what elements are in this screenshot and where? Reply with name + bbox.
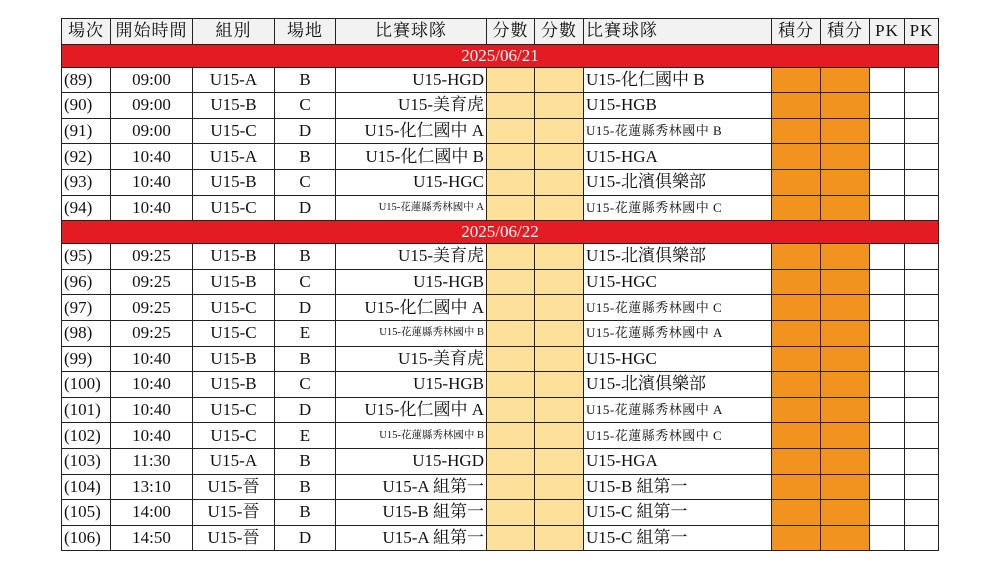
home-score-cell [487,118,535,144]
away-team: U15-北濱俱樂部 [584,169,772,195]
header-home-points: 積分 [772,19,821,45]
start-time: 09:25 [111,320,193,346]
away-team: U15-HGA [584,144,772,170]
home-pk-cell [870,346,905,372]
home-score-cell [487,195,535,221]
home-pk-cell [870,474,905,500]
home-score-cell [487,448,535,474]
match-row [62,169,939,195]
start-time: 14:50 [111,525,193,551]
away-team: U15-花蓮縣秀林國中 C [584,195,772,221]
home-team: U15-化仁國中 A [336,118,487,144]
match-no: (96) [62,269,111,295]
match-no: (89) [62,67,111,93]
header-venue: 場地 [275,19,336,45]
home-team: U15-B 組第一 [336,500,487,526]
home-score-cell [487,372,535,398]
away-points-cell [821,67,870,93]
match-no: (100) [62,372,111,398]
venue: D [275,118,336,144]
home-team: U15-化仁國中 A [336,397,487,423]
start-time: 09:25 [111,244,193,270]
home-score-cell [487,67,535,93]
away-pk-cell [905,500,939,526]
home-points-cell [772,423,821,449]
match-row [62,320,939,346]
home-team: U15-A 組第一 [336,525,487,551]
match-no: (98) [62,320,111,346]
home-points-cell [772,372,821,398]
start-time: 10:40 [111,346,193,372]
away-points-cell [821,448,870,474]
home-pk-cell [870,525,905,551]
match-row [62,372,939,398]
date-label: 2025/06/22 [62,221,939,244]
home-points-cell [772,474,821,500]
home-score-cell [487,474,535,500]
home-score-cell [487,397,535,423]
start-time: 10:40 [111,144,193,170]
away-team: U15-HGC [584,346,772,372]
venue: C [275,93,336,119]
match-no: (94) [62,195,111,221]
start-time: 09:00 [111,93,193,119]
home-team: U15-HGB [336,372,487,398]
match-row [62,525,939,551]
match-no: (101) [62,397,111,423]
home-points-cell [772,346,821,372]
start-time: 10:40 [111,195,193,221]
home-team: U15-美育虎 [336,244,487,270]
away-pk-cell [905,244,939,270]
group: U15-B [193,372,275,398]
away-score-cell [535,474,584,500]
away-score-cell [535,320,584,346]
away-pk-cell [905,118,939,144]
away-score-cell [535,397,584,423]
match-no: (91) [62,118,111,144]
group: U15-B [193,346,275,372]
venue: B [275,67,336,93]
away-points-cell [821,295,870,321]
header-start-time: 開始時間 [111,19,193,45]
home-team: U15-美育虎 [336,93,487,119]
away-pk-cell [905,144,939,170]
away-team: U15-花蓮縣秀林國中 B [584,118,772,144]
away-pk-cell [905,346,939,372]
home-team: U15-花蓮縣秀林國中 B [336,320,487,346]
home-team: U15-化仁國中 A [336,295,487,321]
header-match-no: 場次 [62,19,111,45]
group: U15-B [193,244,275,270]
away-score-cell [535,67,584,93]
away-team: U15-花蓮縣秀林國中 A [584,320,772,346]
header-away-score: 分數 [535,19,584,45]
venue: B [275,448,336,474]
match-row [62,67,939,93]
away-score-cell [535,169,584,195]
group: U15-B [193,93,275,119]
home-score-cell [487,93,535,119]
away-team: U15-化仁國中 B [584,67,772,93]
home-pk-cell [870,448,905,474]
match-row [62,93,939,119]
home-pk-cell [870,423,905,449]
start-time: 09:25 [111,269,193,295]
home-pk-cell [870,169,905,195]
home-pk-cell [870,195,905,221]
away-pk-cell [905,195,939,221]
away-pk-cell [905,525,939,551]
away-team: U15-C 組第一 [584,500,772,526]
away-points-cell [821,346,870,372]
away-score-cell [535,295,584,321]
away-team: U15-北濱俱樂部 [584,244,772,270]
away-pk-cell [905,448,939,474]
home-team: U15-HGD [336,448,487,474]
away-points-cell [821,169,870,195]
away-score-cell [535,448,584,474]
away-pk-cell [905,423,939,449]
home-points-cell [772,295,821,321]
match-no: (90) [62,93,111,119]
group: U15-C [193,320,275,346]
start-time: 10:40 [111,397,193,423]
away-team: U15-花蓮縣秀林國中 C [584,295,772,321]
home-pk-cell [870,372,905,398]
home-score-cell [487,169,535,195]
away-points-cell [821,93,870,119]
start-time: 09:00 [111,118,193,144]
away-points-cell [821,269,870,295]
home-pk-cell [870,397,905,423]
away-team: U15-HGC [584,269,772,295]
away-team: U15-C 組第一 [584,525,772,551]
match-no: (102) [62,423,111,449]
home-score-cell [487,144,535,170]
away-score-cell [535,195,584,221]
match-row [62,295,939,321]
header-away-team: 比賽球隊 [584,19,772,45]
home-pk-cell [870,144,905,170]
away-score-cell [535,118,584,144]
match-row [62,448,939,474]
match-row [62,346,939,372]
home-score-cell [487,346,535,372]
away-points-cell [821,397,870,423]
away-pk-cell [905,67,939,93]
venue: C [275,169,336,195]
away-pk-cell [905,169,939,195]
match-no: (99) [62,346,111,372]
away-pk-cell [905,397,939,423]
match-row [62,474,939,500]
venue: D [275,295,336,321]
venue: D [275,195,336,221]
away-pk-cell [905,372,939,398]
away-points-cell [821,320,870,346]
home-points-cell [772,67,821,93]
venue: C [275,269,336,295]
date-label: 2025/06/21 [62,44,939,67]
start-time: 13:10 [111,474,193,500]
away-team: U15-B 組第一 [584,474,772,500]
home-pk-cell [870,269,905,295]
home-pk-cell [870,118,905,144]
header-row [62,19,939,45]
match-row [62,397,939,423]
away-pk-cell [905,295,939,321]
venue: D [275,397,336,423]
schedule-body [62,19,939,551]
header-home-score: 分數 [487,19,535,45]
away-points-cell [821,244,870,270]
home-pk-cell [870,295,905,321]
venue: B [275,474,336,500]
group: U15-C [193,295,275,321]
away-team: U15-北濱俱樂部 [584,372,772,398]
match-no: (93) [62,169,111,195]
away-points-cell [821,423,870,449]
home-points-cell [772,448,821,474]
away-team: U15-花蓮縣秀林國中 A [584,397,772,423]
home-team: U15-花蓮縣秀林國中 B [336,423,487,449]
venue: C [275,372,336,398]
home-points-cell [772,525,821,551]
away-points-cell [821,525,870,551]
group: U15-晉 [193,500,275,526]
away-points-cell [821,144,870,170]
start-time: 11:30 [111,448,193,474]
match-no: (103) [62,448,111,474]
match-no: (106) [62,525,111,551]
date-row [62,44,939,67]
home-score-cell [487,423,535,449]
away-score-cell [535,269,584,295]
away-team: U15-HGB [584,93,772,119]
venue: D [275,525,336,551]
venue: E [275,320,336,346]
match-row [62,118,939,144]
match-no: (105) [62,500,111,526]
away-score-cell [535,346,584,372]
match-row [62,423,939,449]
away-points-cell [821,474,870,500]
match-row [62,244,939,270]
away-score-cell [535,423,584,449]
group: U15-A [193,144,275,170]
away-points-cell [821,118,870,144]
group: U15-B [193,269,275,295]
away-score-cell [535,93,584,119]
home-score-cell [487,525,535,551]
group: U15-晉 [193,474,275,500]
venue: B [275,144,336,170]
venue: B [275,346,336,372]
away-pk-cell [905,320,939,346]
home-points-cell [772,144,821,170]
match-no: (92) [62,144,111,170]
home-points-cell [772,320,821,346]
home-points-cell [772,269,821,295]
away-team: U15-花蓮縣秀林國中 C [584,423,772,449]
away-score-cell [535,500,584,526]
home-pk-cell [870,244,905,270]
schedule-table [61,18,939,551]
home-pk-cell [870,500,905,526]
venue: B [275,244,336,270]
home-points-cell [772,118,821,144]
start-time: 10:40 [111,372,193,398]
home-points-cell [772,93,821,119]
venue: B [275,500,336,526]
match-row [62,144,939,170]
start-time: 10:40 [111,169,193,195]
home-points-cell [772,500,821,526]
group: U15-晉 [193,525,275,551]
header-group: 組別 [193,19,275,45]
home-points-cell [772,169,821,195]
match-no: (97) [62,295,111,321]
header-home-pk: PK [870,19,905,45]
away-score-cell [535,144,584,170]
away-pk-cell [905,269,939,295]
match-row [62,500,939,526]
away-score-cell [535,244,584,270]
home-score-cell [487,295,535,321]
away-points-cell [821,195,870,221]
home-team: U15-HGB [336,269,487,295]
start-time: 10:40 [111,423,193,449]
home-team: U15-花蓮縣秀林國中 A [336,195,487,221]
away-pk-cell [905,474,939,500]
match-row [62,269,939,295]
away-team: U15-HGA [584,448,772,474]
header-away-points: 積分 [821,19,870,45]
group: U15-C [193,423,275,449]
venue: E [275,423,336,449]
home-points-cell [772,195,821,221]
home-team: U15-化仁國中 B [336,144,487,170]
home-score-cell [487,244,535,270]
home-points-cell [772,397,821,423]
group: U15-C [193,118,275,144]
away-score-cell [535,372,584,398]
group: U15-A [193,448,275,474]
start-time: 09:00 [111,67,193,93]
home-team: U15-美育虎 [336,346,487,372]
match-row [62,195,939,221]
home-team: U15-HGC [336,169,487,195]
start-time: 09:25 [111,295,193,321]
home-score-cell [487,269,535,295]
home-score-cell [487,500,535,526]
date-row [62,221,939,244]
group: U15-A [193,67,275,93]
away-points-cell [821,372,870,398]
home-pk-cell [870,67,905,93]
group: U15-B [193,169,275,195]
away-score-cell [535,525,584,551]
start-time: 14:00 [111,500,193,526]
home-pk-cell [870,93,905,119]
header-home-team: 比賽球隊 [336,19,487,45]
home-score-cell [487,320,535,346]
match-no: (95) [62,244,111,270]
group: U15-C [193,397,275,423]
header-away-pk: PK [905,19,939,45]
home-team: U15-HGD [336,67,487,93]
home-pk-cell [870,320,905,346]
match-no: (104) [62,474,111,500]
home-points-cell [772,244,821,270]
away-points-cell [821,500,870,526]
group: U15-C [193,195,275,221]
away-pk-cell [905,93,939,119]
home-team: U15-A 組第一 [336,474,487,500]
